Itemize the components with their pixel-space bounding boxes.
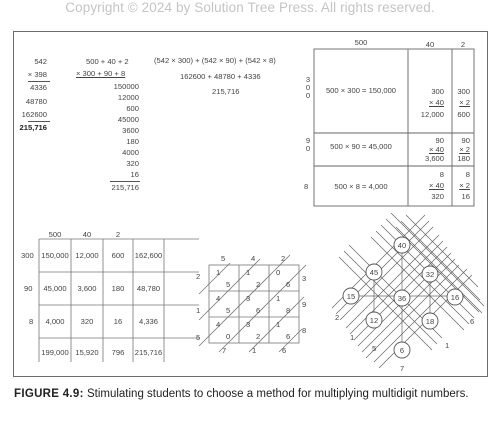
lattice-digit: 5 (226, 280, 231, 289)
area-small: × 2 (459, 145, 470, 154)
grid-cell: 150,000 (41, 251, 69, 260)
grid-cell: 12,000 (75, 251, 99, 260)
column-head: 40 (425, 40, 435, 49)
grid-cell: 16 (113, 317, 123, 326)
line-label: 6 (470, 317, 475, 326)
figure-caption (14, 387, 486, 402)
line-label: 7 (400, 364, 405, 373)
area-small: × 2 (459, 181, 470, 190)
multiplicand: 542 (34, 57, 47, 66)
area-small: 3,600 (424, 154, 444, 163)
lattice-result: 6 (282, 346, 287, 355)
partial-product: 3600 (122, 126, 139, 135)
lattice-digit: 4 (216, 320, 221, 329)
area-small: × 40 (429, 181, 444, 190)
lattice-head: 5 (221, 254, 226, 263)
area-small: 90 (435, 136, 444, 145)
partial-product: 48780 (25, 97, 47, 106)
partial-product: 12000 (117, 93, 139, 102)
expanded-bottom: × 300 + 90 + 8 (76, 69, 126, 78)
lattice-digit: 2 (256, 332, 261, 341)
circle-value: 12 (369, 316, 379, 325)
row-head: 300 (21, 251, 34, 260)
lattice-head: 8 (302, 326, 307, 335)
circle-value: 15 (346, 292, 356, 301)
distributive-line-3: 215,716 (212, 87, 240, 96)
lattice-digit: 6 (286, 280, 291, 289)
partial-product: 4000 (122, 148, 139, 157)
line-label: 2 (335, 313, 340, 322)
figure-panel (13, 31, 488, 377)
expanded-top: 500 + 40 + 2 (86, 57, 129, 66)
lattice-digit: 1 (216, 268, 221, 277)
product-total: 215,716 (111, 183, 139, 192)
area-small: × 40 (429, 145, 444, 154)
line-method-drawing (14, 32, 489, 378)
circle-value: 36 (397, 294, 407, 303)
row-head: 8 (304, 182, 309, 191)
product-total: 215,716 (19, 123, 47, 132)
lattice-digit: 2 (256, 280, 261, 289)
column-total: 199,000 (41, 348, 69, 357)
grid-cell: 320 (80, 317, 94, 326)
grid-cell: 48,780 (136, 284, 161, 293)
area-small: 16 (461, 192, 470, 201)
lattice-head: 2 (281, 254, 286, 263)
line-label: 1 (350, 333, 355, 342)
column-head: 40 (82, 230, 92, 239)
partial-product: 150000 (113, 82, 139, 91)
circle-value: 16 (450, 293, 460, 302)
grid-cell: 4,336 (138, 317, 158, 326)
row-head: 3 0 0 (305, 75, 311, 100)
lattice-head: 4 (251, 254, 256, 263)
lattice-result: 2 (196, 272, 201, 281)
area-small: 600 (457, 110, 470, 119)
area-small: 180 (457, 154, 470, 163)
area-small: × 40 (429, 98, 444, 107)
column-head: 2 (460, 40, 466, 49)
lattice-digit: 1 (276, 320, 281, 329)
lattice-result: 1 (252, 346, 257, 355)
lattice-digit: 3 (246, 294, 251, 303)
column-head: 2 (115, 230, 121, 239)
lattice-digit: 1 (246, 268, 251, 277)
line-label: 5 (372, 344, 377, 353)
area-small: 12,000 (420, 110, 444, 119)
circle-value: 32 (425, 270, 435, 279)
row-head: 8 (29, 317, 34, 326)
area-cell: 500 × 300 = 150,000 (325, 86, 397, 95)
lattice-result: 5 (196, 333, 201, 342)
partial-product: 320 (126, 159, 139, 168)
partial-product: 16 (130, 170, 139, 179)
column-total: 215,716 (134, 348, 163, 357)
circle-value: 40 (397, 241, 407, 250)
lattice-digit: 3 (246, 320, 251, 329)
circle-value: 45 (369, 268, 379, 277)
distributive-line-1: (542 × 300) + (542 × 90) + (542 × 8) (154, 56, 276, 65)
lattice-head: 9 (302, 300, 307, 309)
partial-product: 45000 (117, 115, 139, 124)
grid-cell: 180 (111, 284, 125, 293)
grid-cell: 45,000 (43, 284, 67, 293)
lattice-digit: 6 (286, 332, 291, 341)
area-small: × 2 (459, 98, 470, 107)
area-small: 300 (457, 87, 470, 96)
lattice-digit: 6 (256, 306, 261, 315)
grid-cell: 3,600 (77, 284, 97, 293)
distributive-line-2: 162600 + 48780 + 4336 (180, 72, 261, 81)
column-head: 500 (48, 230, 62, 239)
column-total: 796 (111, 348, 125, 357)
lattice-result: 7 (222, 346, 227, 355)
grid-cell: 4,000 (45, 317, 65, 326)
circle-value: 6 (399, 346, 405, 355)
area-small: 8 (465, 170, 470, 179)
lattice-digit: 8 (286, 306, 291, 315)
grid-cell: 162,600 (134, 251, 163, 260)
partial-product: 4336 (30, 83, 47, 92)
partial-product: 180 (126, 137, 139, 146)
copyright-watermark: Copyright © 2024 by Solution Tree Press. All rights reserved. (65, 0, 435, 15)
circle-value: 18 (425, 317, 435, 326)
caption-label: FIGURE 4.9: (14, 388, 84, 400)
grid-cell: 600 (111, 251, 125, 260)
lattice-digit: 1 (276, 294, 281, 303)
area-small: 8 (439, 170, 444, 179)
multiplier: × 398 (27, 70, 47, 79)
column-head: 500 (354, 38, 368, 47)
area-small: 300 (431, 87, 444, 96)
row-head: 90 (24, 284, 33, 293)
area-small: 90 (461, 136, 470, 145)
lattice-head: 3 (302, 274, 307, 283)
lattice-result: 1 (196, 306, 201, 315)
column-total: 15,920 (75, 348, 99, 357)
lattice-digit: 4 (216, 294, 221, 303)
lattice-digit: 0 (226, 332, 231, 341)
caption-text: Stimulating students to choose a method for multiplying multidigit numbers. (83, 388, 469, 400)
partial-product: 162600 (21, 110, 47, 119)
partial-product: 600 (126, 104, 139, 113)
line-label: 1 (445, 341, 450, 350)
area-cell: 500 × 8 = 4,000 (334, 182, 388, 191)
lattice-digit: 0 (276, 268, 281, 277)
lattice-digit: 5 (226, 306, 231, 315)
area-cell: 500 × 90 = 45,000 (330, 142, 392, 151)
row-head: 9 0 (305, 136, 311, 153)
area-small: 320 (431, 192, 444, 201)
